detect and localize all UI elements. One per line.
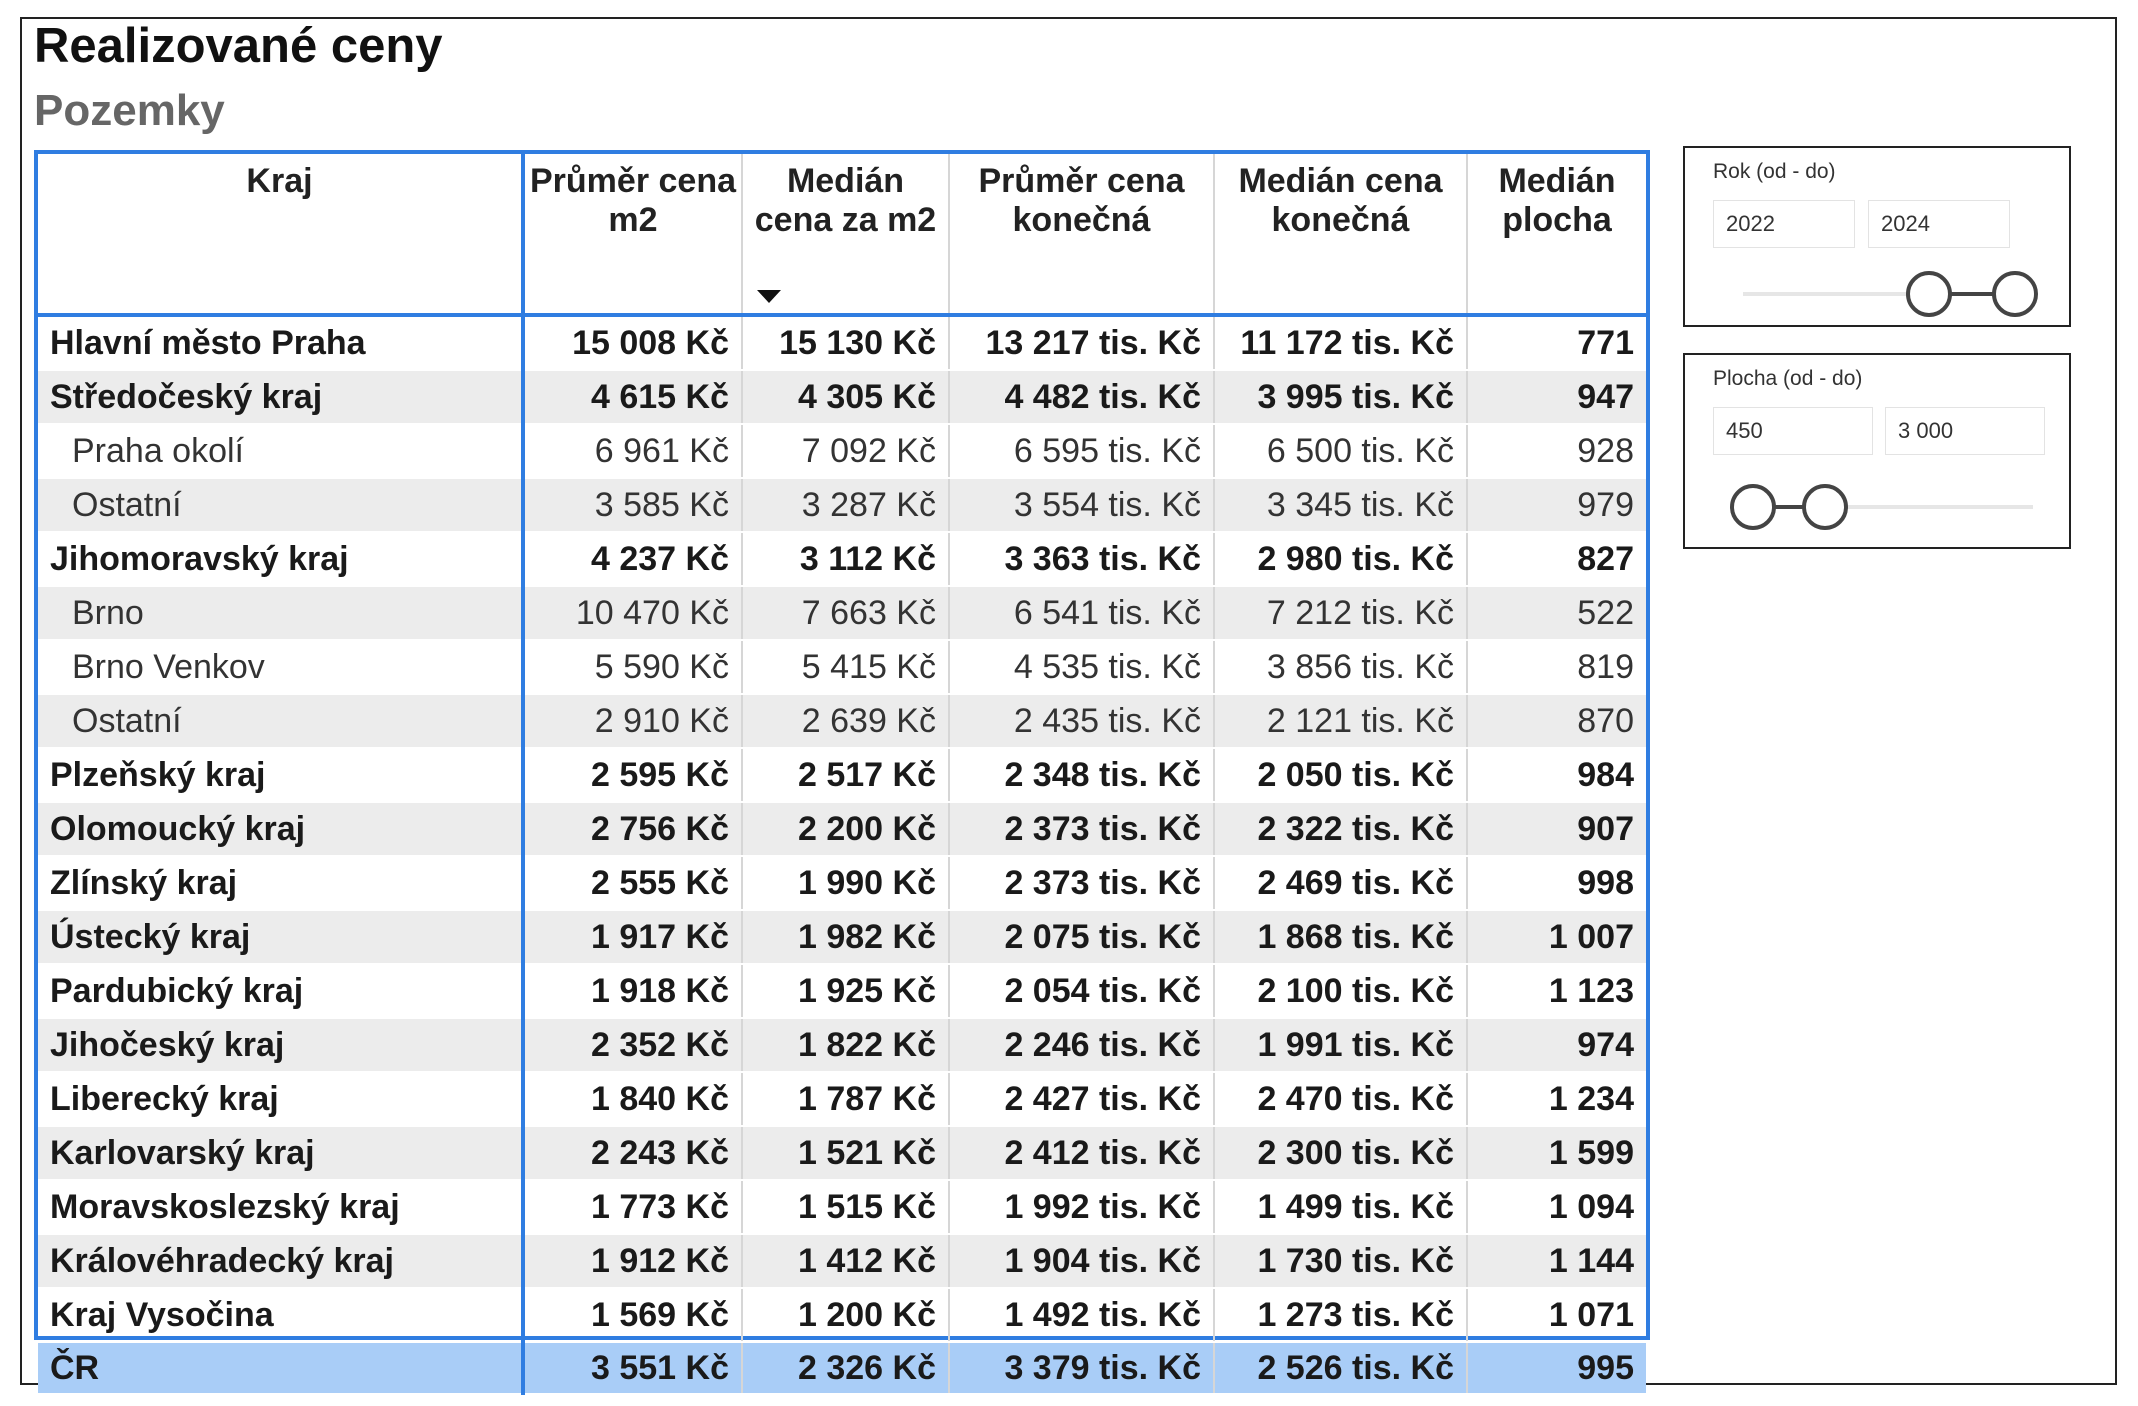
cell-median-m2: 1 982 Kč [742,910,949,964]
cell-median-m2: 1 521 Kč [742,1126,949,1180]
table-row[interactable] [38,802,1646,856]
cell-kraj: Olomoucký kraj [38,802,523,856]
cell-prumer-m2: 1 773 Kč [523,1180,742,1234]
cell-median-plocha: 979 [1467,478,1646,532]
cell-median-m2: 3 287 Kč [742,478,949,532]
cell-median-m2: 1 515 Kč [742,1180,949,1234]
total-cell-median-plocha: 995 [1467,1342,1646,1394]
cell-kraj: Jihočeský kraj [38,1018,523,1072]
total-cell-kraj: ČR [38,1342,523,1394]
cell-median-konecna: 1 730 tis. Kč [1214,1234,1467,1288]
cell-prumer-konecna: 4 482 tis. Kč [949,370,1214,424]
cell-prumer-konecna: 2 373 tis. Kč [949,856,1214,910]
cell-median-m2: 3 112 Kč [742,532,949,586]
cell-kraj: Plzeňský kraj [38,748,523,802]
table-row[interactable] [38,1234,1646,1288]
cell-prumer-m2: 1 917 Kč [523,910,742,964]
cell-median-konecna: 7 212 tis. Kč [1214,586,1467,640]
cell-prumer-konecna: 2 435 tis. Kč [949,694,1214,748]
cell-median-konecna: 11 172 tis. Kč [1214,315,1467,370]
cell-median-konecna: 1 991 tis. Kč [1214,1018,1467,1072]
cell-median-m2: 1 412 Kč [742,1234,949,1288]
year-from-input[interactable]: 2022 [1713,200,1855,248]
column-header-label: Medián cena konečná [1238,162,1443,239]
cell-median-plocha: 928 [1467,424,1646,478]
cell-median-konecna: 6 500 tis. Kč [1214,424,1467,478]
year-to-handle[interactable] [1992,271,2038,317]
table-row[interactable] [38,370,1646,424]
cell-kraj: Jihomoravský kraj [38,532,523,586]
cell-median-plocha: 907 [1467,802,1646,856]
cell-median-m2: 2 517 Kč [742,748,949,802]
table-subrow[interactable] [38,478,1646,532]
column-header-prumer-m2[interactable] [523,154,742,315]
page-subtitle: Pozemky [34,86,225,135]
cell-median-konecna: 1 273 tis. Kč [1214,1288,1467,1342]
cell-prumer-konecna: 2 427 tis. Kč [949,1072,1214,1126]
table-body [38,315,1646,1394]
cell-kraj: Hlavní město Praha [38,315,523,370]
cell-kraj: Středočeský kraj [38,370,523,424]
cell-median-konecna: 2 322 tis. Kč [1214,802,1467,856]
area-from-handle[interactable] [1730,484,1776,530]
cell-median-konecna: 2 470 tis. Kč [1214,1072,1467,1126]
table-row[interactable] [38,910,1646,964]
table-row[interactable] [38,532,1646,586]
cell-kraj: Brno Venkov [38,640,523,694]
cell-kraj: Liberecký kraj [38,1072,523,1126]
cell-median-konecna: 3 345 tis. Kč [1214,478,1467,532]
cell-kraj: Ostatní [38,478,523,532]
table-subrow[interactable] [38,424,1646,478]
cell-kraj: Moravskoslezský kraj [38,1180,523,1234]
table-row[interactable] [38,315,1646,370]
cell-median-plocha: 771 [1467,315,1646,370]
cell-kraj: Brno [38,586,523,640]
area-slicer [1683,353,2071,549]
cell-median-m2: 7 663 Kč [742,586,949,640]
cell-prumer-m2: 4 615 Kč [523,370,742,424]
cell-median-m2: 1 200 Kč [742,1288,949,1342]
cell-prumer-konecna: 1 492 tis. Kč [949,1288,1214,1342]
cell-median-plocha: 1 599 [1467,1126,1646,1180]
cell-prumer-konecna: 3 363 tis. Kč [949,532,1214,586]
column-header-median-konecna[interactable] [1214,154,1467,315]
cell-prumer-m2: 2 756 Kč [523,802,742,856]
column-header-prumer-konecna[interactable] [949,154,1214,315]
cell-median-m2: 1 822 Kč [742,1018,949,1072]
column-header-kraj[interactable] [38,154,523,315]
total-cell-median-konecna: 2 526 tis. Kč [1214,1342,1467,1394]
table-row[interactable] [38,856,1646,910]
cell-kraj: Karlovarský kraj [38,1126,523,1180]
table-row[interactable] [38,748,1646,802]
cell-prumer-m2: 3 585 Kč [523,478,742,532]
cell-kraj: Ostatní [38,694,523,748]
cell-median-m2: 2 639 Kč [742,694,949,748]
cell-median-konecna: 3 856 tis. Kč [1214,640,1467,694]
cell-median-m2: 7 092 Kč [742,424,949,478]
cell-prumer-konecna: 6 541 tis. Kč [949,586,1214,640]
column-header-label: Kraj [246,162,313,200]
table-subrow[interactable] [38,694,1646,748]
cell-prumer-m2: 1 840 Kč [523,1072,742,1126]
cell-prumer-konecna: 13 217 tis. Kč [949,315,1214,370]
table-row[interactable] [38,1288,1646,1342]
cell-median-m2: 5 415 Kč [742,640,949,694]
cell-kraj: Pardubický kraj [38,964,523,1018]
cell-median-plocha: 1 007 [1467,910,1646,964]
year-slicer-label: Rok (od - do) [1713,160,1836,183]
cell-median-plocha: 522 [1467,586,1646,640]
cell-prumer-konecna: 2 075 tis. Kč [949,910,1214,964]
year-to-input[interactable]: 2024 [1868,200,2010,248]
cell-median-plocha: 1 144 [1467,1234,1646,1288]
cell-median-plocha: 984 [1467,748,1646,802]
cell-prumer-m2: 2 352 Kč [523,1018,742,1072]
cell-prumer-m2: 5 590 Kč [523,640,742,694]
cell-kraj: Ústecký kraj [38,910,523,964]
total-cell-median-m2: 2 326 Kč [742,1342,949,1394]
column-header-label: Průměr cena konečná [978,162,1185,239]
area-slicer-label: Plocha (od - do) [1713,367,1863,390]
price-table [34,150,1650,1387]
cell-prumer-m2: 1 569 Kč [523,1288,742,1342]
column-header-median-m2[interactable] [742,154,949,315]
cell-median-plocha: 1 234 [1467,1072,1646,1126]
table-subrow[interactable] [38,640,1646,694]
cell-prumer-m2: 15 008 Kč [523,315,742,370]
table-row[interactable] [38,964,1646,1018]
cell-median-plocha: 1 123 [1467,964,1646,1018]
table-row[interactable] [38,1018,1646,1072]
cell-median-plocha: 1 094 [1467,1180,1646,1234]
cell-prumer-konecna: 2 246 tis. Kč [949,1018,1214,1072]
cell-median-konecna: 1 499 tis. Kč [1214,1180,1467,1234]
cell-prumer-m2: 6 961 Kč [523,424,742,478]
cell-prumer-konecna: 1 992 tis. Kč [949,1180,1214,1234]
cell-median-plocha: 998 [1467,856,1646,910]
page-title: Realizované ceny [34,19,443,73]
area-to-handle[interactable] [1802,484,1848,530]
cell-median-plocha: 974 [1467,1018,1646,1072]
column-header-label: Medián cena za m2 [754,162,937,239]
cell-prumer-m2: 1 918 Kč [523,964,742,1018]
area-to-input[interactable]: 3 000 [1885,407,2045,455]
cell-prumer-m2: 1 912 Kč [523,1234,742,1288]
column-header-label: Medián plocha [1498,162,1616,239]
cell-prumer-konecna: 4 535 tis. Kč [949,640,1214,694]
cell-median-konecna: 3 995 tis. Kč [1214,370,1467,424]
cell-kraj: Praha okolí [38,424,523,478]
cell-median-m2: 1 990 Kč [742,856,949,910]
cell-kraj: Kraj Vysočina [38,1288,523,1342]
cell-prumer-m2: 4 237 Kč [523,532,742,586]
cell-median-konecna: 1 868 tis. Kč [1214,910,1467,964]
cell-median-konecna: 2 121 tis. Kč [1214,694,1467,748]
cell-median-konecna: 2 050 tis. Kč [1214,748,1467,802]
year-slicer [1683,146,2071,327]
cell-prumer-konecna: 2 348 tis. Kč [949,748,1214,802]
cell-median-konecna: 2 469 tis. Kč [1214,856,1467,910]
cell-median-m2: 15 130 Kč [742,315,949,370]
cell-prumer-konecna: 2 412 tis. Kč [949,1126,1214,1180]
sort-descending-icon[interactable] [757,290,781,303]
cell-median-plocha: 819 [1467,640,1646,694]
cell-median-plocha: 947 [1467,370,1646,424]
cell-median-plocha: 827 [1467,532,1646,586]
column-header-median-plocha[interactable] [1467,154,1646,315]
cell-prumer-m2: 10 470 Kč [523,586,742,640]
cell-kraj: Zlínský kraj [38,856,523,910]
table-row[interactable] [38,1072,1646,1126]
cell-prumer-m2: 2 595 Kč [523,748,742,802]
cell-median-plocha: 1 071 [1467,1288,1646,1342]
area-from-input[interactable]: 450 [1713,407,1873,455]
cell-median-m2: 1 787 Kč [742,1072,949,1126]
column-header-label: Průměr cena m2 [530,162,736,239]
cell-prumer-konecna: 3 554 tis. Kč [949,478,1214,532]
cell-prumer-m2: 2 910 Kč [523,694,742,748]
cell-median-m2: 2 200 Kč [742,802,949,856]
cell-median-konecna: 2 300 tis. Kč [1214,1126,1467,1180]
cell-prumer-m2: 2 243 Kč [523,1126,742,1180]
cell-prumer-konecna: 6 595 tis. Kč [949,424,1214,478]
cell-median-konecna: 2 980 tis. Kč [1214,532,1467,586]
table-row[interactable] [38,1180,1646,1234]
cell-kraj: Královéhradecký kraj [38,1234,523,1288]
total-cell-prumer-konecna: 3 379 tis. Kč [949,1342,1214,1394]
table-header [38,154,1646,315]
cell-median-konecna: 2 100 tis. Kč [1214,964,1467,1018]
cell-median-m2: 4 305 Kč [742,370,949,424]
cell-prumer-m2: 2 555 Kč [523,856,742,910]
year-from-handle[interactable] [1906,271,1952,317]
table-row[interactable] [38,1126,1646,1180]
cell-prumer-konecna: 2 373 tis. Kč [949,802,1214,856]
cell-median-m2: 1 925 Kč [742,964,949,1018]
cell-prumer-konecna: 1 904 tis. Kč [949,1234,1214,1288]
total-cell-prumer-m2: 3 551 Kč [523,1342,742,1394]
cell-prumer-konecna: 2 054 tis. Kč [949,964,1214,1018]
table-total-row[interactable] [38,1342,1646,1394]
table-subrow[interactable] [38,586,1646,640]
cell-median-plocha: 870 [1467,694,1646,748]
